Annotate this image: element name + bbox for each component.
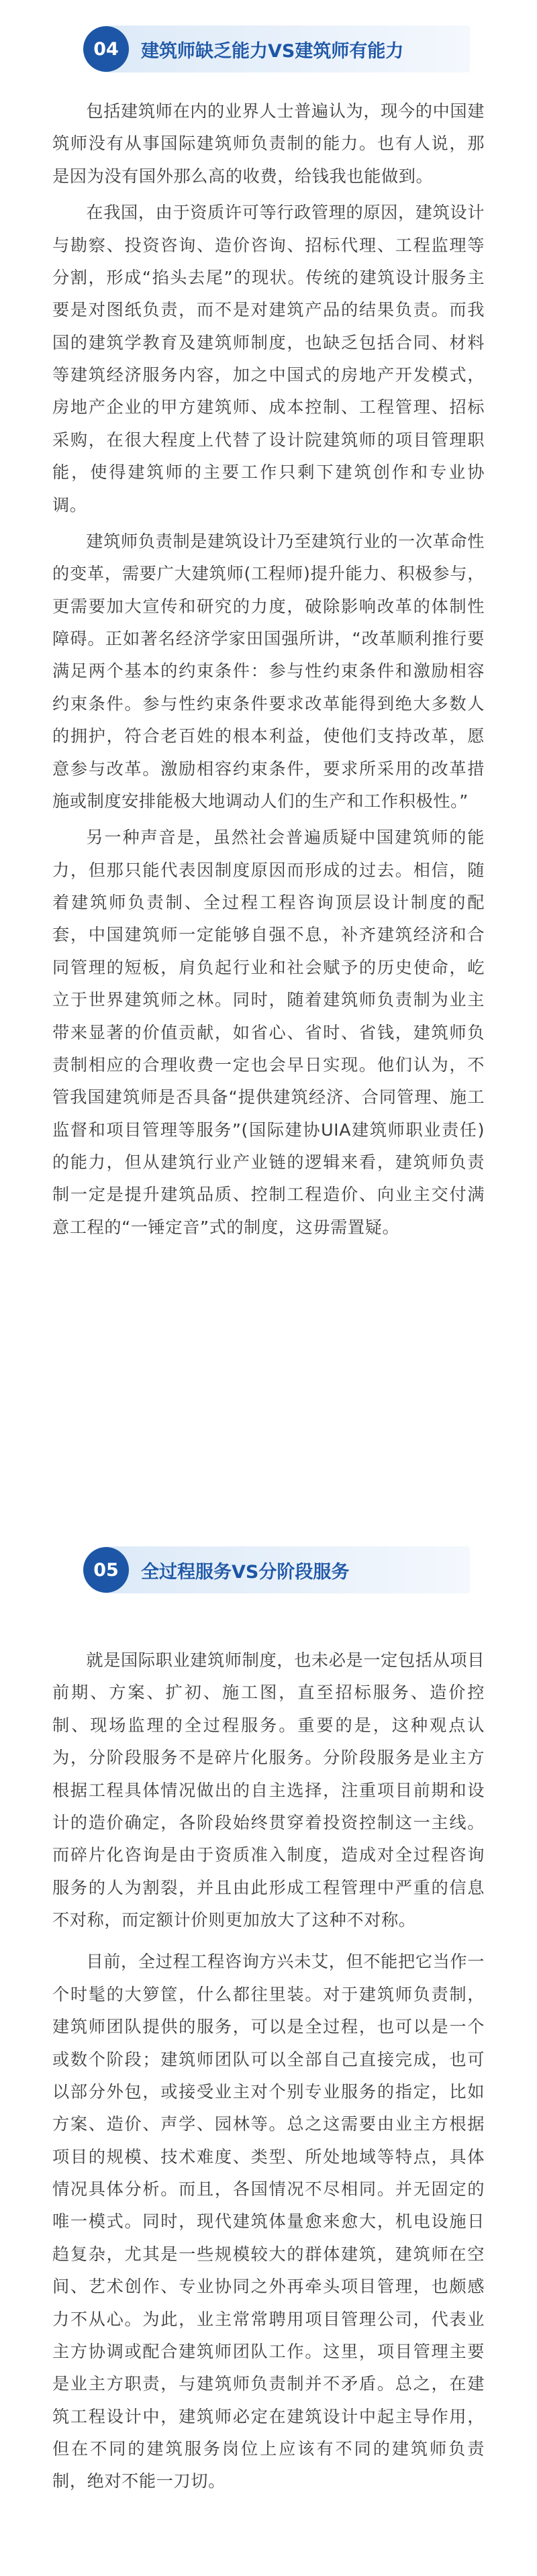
paragraph: 目前，全过程工程咨询方兴未艾，但不能把它当作一个时髦的大箩筐，什么都往里装。对于建筑师负责制，建筑师团队提供的服务，可以是全过程，也可以是一个或数个阶段；建筑师团队可以全部自己直接完成，也可以部分外包，或接受业主对个别专业服务的指定，比如方案、造价、声学、园林等。总之这需要由业主方根据项目的规模、技术难度、类型、所处地域等特点，具体情况具体分析。而且，各国情况不尽相同。并无固定的唯一模式。同时，现代建筑体量愈来愈大，机电设施日趋复杂，尤其是一些规模较大的群体建筑，建筑师在空间、艺术创作、专业协同之外再牵头项目管理，也颇感力不从心。为此，业主常常聘用项目管理公司，代表业主方协调或配合建筑师团队工作。这里，项目管理主要是业主方职责，与建筑师负责制并不矛盾。总之，在建筑工程设计中，建筑师必定在建筑设计中起主导作用，但在不同的建筑服务岗位上应该有不同的建筑师负责制，绝对不能一刀切。 — [52, 1952, 485, 2491]
section-title: 建筑师缺乏能力VS建筑师有能力 — [141, 40, 404, 62]
section-header-05 — [83, 1546, 470, 1593]
section-header-04 — [83, 26, 470, 72]
paragraph: 在我国，由于资质许可等行政管理的原因，建筑设计与勘察、投资咨询、造价咨询、招标代理、工程监理等分割，形成“掐头去尾”的现状。传统的建筑设计服务主要是对图纸负责，而不是对建筑产品的结果负责。而我国的建筑学教育及建筑师制度，也缺乏包括合同、材料等建筑经济服务内容，加之中国式的房地产开发模式，房地产企业的甲方建筑师、成本控制、工程管理、招标采购，在很大程度上代替了设计院建筑师的项目管理职能，使得建筑师的主要工作只剩下建筑创作和专业协调。 — [52, 203, 485, 515]
section-body-04 — [52, 95, 485, 1244]
paragraph: 建筑师负责制是建筑设计乃至建筑行业的一次革命性的变革，需要广大建筑师(工程师)提升能力、积极参与，更需要加大宣传和研究的力度，破除影响改革的体制性障碍。正如著名经济学家田国强所讲，“改革顺利推行要满足两个基本的约束条件：参与性约束条件和激励相容约束条件。参与性约束条件要求改革能得到绝大多数人的拥护，符合老百姓的根本利益，使他们支持改革，愿意参与改革。激励相容约束条件，要求所采用的改革措施或制度安排能极大地调动人们的生产和工作积极性。” — [52, 531, 485, 811]
section-title: 全过程服务VS分阶段服务 — [141, 1561, 350, 1583]
section-body-05 — [52, 1644, 485, 2498]
section-number-badge: 04 — [83, 26, 129, 72]
paragraph: 另一种声音是，虽然社会普遍质疑中国建筑师的能力，但那只能代表因制度原因而形成的过去。相信，随着建筑师负责制、全过程工程咨询顶层设计制度的配套，中国建筑师一定能够自强不息，补齐建筑经济和合同管理的短板，肩负起行业和社会赋予的历史使命，屹立于世界建筑师之林。同时，随着建筑师负责制为业主带来显著的价值贡献，如省心、省时、省钱，建筑师负责制相应的合理收费一定也会早日实现。他们认为，不管我国建筑师是否具备“提供建筑经济、合同管理、施工监督和项目管理等服务”(国际建协UIA建筑师职业责任)的能力，但从建筑行业产业链的逻辑来看，建筑师负责制一定是提升建筑品质、控制工程造价、向业主交付满意工程的“一锤定音”式的制度，这毋需置疑。 — [52, 828, 485, 1237]
paragraph: 就是国际职业建筑师制度，也未必是一定包括从项目前期、方案、扩初、施工图，直至招标服务、造价控制、现场监理的全过程服务。重要的是，这种观点认为，分阶段服务不是碎片化服务。分阶段服务是业主方根据工程具体情况做出的自主选择，注重项目前期和设计的造价确定，各阶段始终贯穿着投资控制这一主线。而碎片化咨询是由于资质准入制度，造成对全过程咨询服务的人为割裂，并且由此形成工程管理中严重的信息不对称，而定额计价则更加放大了这种不对称。 — [52, 1650, 485, 1930]
paragraph: 包括建筑师在内的业界人士普遍认为，现今的中国建筑师没有从事国际建筑师负责制的能力。也有人说，那是因为没有国外那么高的收费，给钱我也能做到。 — [52, 101, 485, 186]
section-number-badge: 05 — [83, 1547, 129, 1593]
